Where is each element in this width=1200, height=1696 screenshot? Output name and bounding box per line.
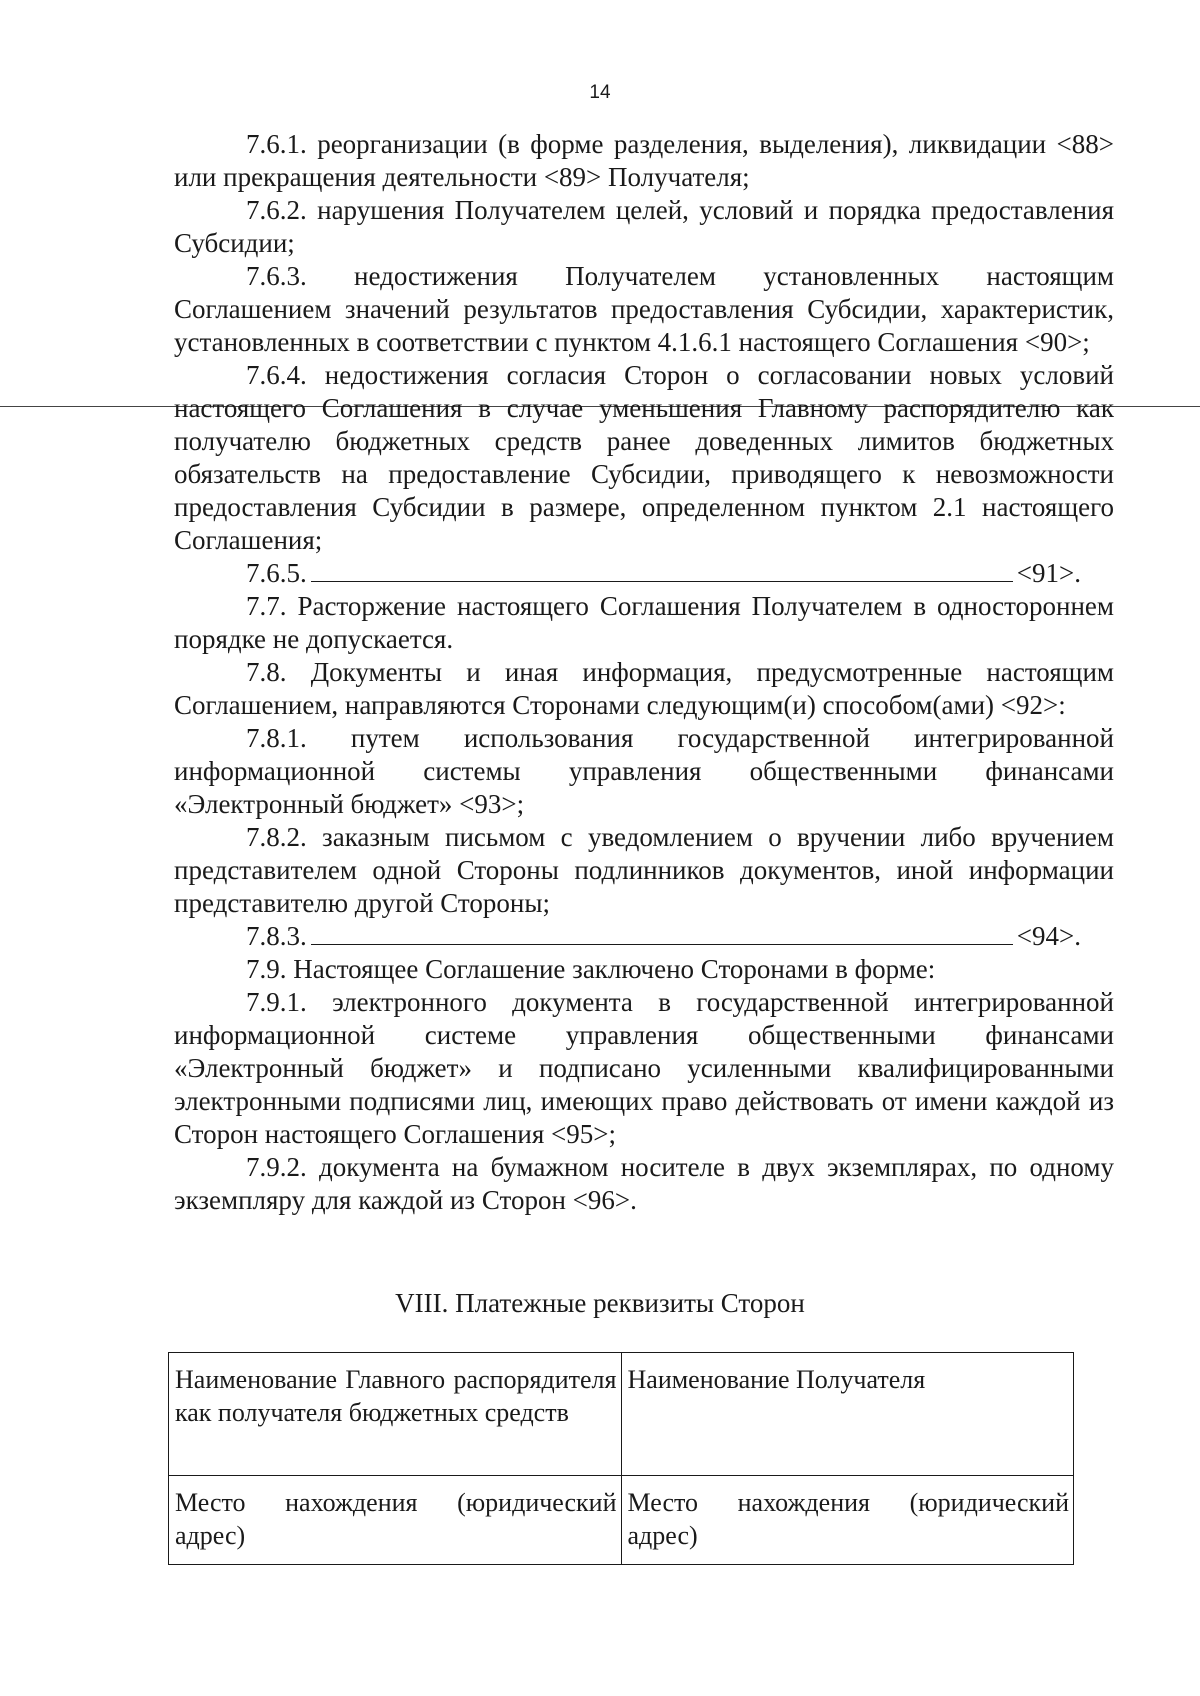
paragraph-7-8 — [174, 656, 1114, 722]
paragraph-7-6-3 — [174, 260, 1114, 359]
page-number: 14 — [589, 82, 611, 103]
table-row — [169, 1353, 1074, 1476]
paragraph-text: нарушения Получателем целей, условий и порядка предоставления Субсидии; — [174, 195, 1115, 258]
paragraph-text: заказным письмом с уведомлением о вручении либо вручением представителем одной Стороны подлинников документов, иной информации представителю другой Стороны; — [174, 822, 1114, 918]
paragraph-number: 7.6.1. — [246, 129, 307, 159]
paragraph-number: 7.6.3. — [246, 261, 307, 291]
table-row — [169, 1476, 1074, 1565]
paragraph-number: 7.7. — [246, 591, 287, 621]
paragraph-number: 7.8.2. — [246, 822, 307, 852]
paragraph-number: 7.6.2. — [246, 195, 307, 225]
paragraph-7-9-2 — [174, 1151, 1114, 1217]
paragraph-text: документа на бумажном носителе в двух экземплярах, по одному экземпляру для каждой из Сторон <96>. — [174, 1152, 1114, 1215]
paragraph-text: путем использования государственной интегрированной информационной системы управления общественными финансами «Электронный бюджет» <93>; — [174, 723, 1114, 819]
paragraph-text: Настоящее Соглашение заключено Сторонами в форме: — [293, 954, 936, 984]
paragraph-7-8-3 — [174, 920, 1114, 953]
paragraph-7-6-2 — [174, 194, 1114, 260]
payment-requisites-table — [168, 1352, 1074, 1565]
paragraph-7-7 — [174, 590, 1114, 656]
paragraph-text: недостижения Получателем установленных настоящим Соглашением значений результатов предоставления Субсидии, характеристик, установленных в соответствии с пунктом 4.1.6.1 настоящего Соглашения <90>; — [174, 261, 1115, 357]
paragraph-text: Расторжение настоящего Соглашения Получателем в одностороннем порядке не допускается. — [174, 591, 1115, 654]
table-cell-main-manager-name: Наименование Главного распорядителя как получателя бюджетных средств — [169, 1353, 622, 1476]
document-body — [174, 128, 1114, 1217]
table-cell-recipient-name: Наименование Получателя — [621, 1353, 1074, 1476]
paragraph-7-6-4 — [174, 359, 1114, 557]
table-cell-main-manager-address: Место нахождения (юридический адрес) — [169, 1476, 622, 1565]
paragraph-text: Документы и иная информация, предусмотренные настоящим Соглашением, направляются Сторонами следующим(и) способом(ами) <92>: — [174, 657, 1114, 720]
paragraph-text: <94>. — [1016, 921, 1081, 951]
paragraph-text: недостижения согласия Сторон о согласовании новых условий настоящего Соглашения в случае уменьшения Главному распорядителю как получателю бюджетных средств ранее доведенных лимитов бюджетных обязательств на предоставление Субсидии, приводящего к невозможности предоставления Субсидии в размере, определенном пунктом 2.1 настоящего Соглашения; — [174, 360, 1114, 555]
paragraph-number: 7.9.1. — [246, 987, 307, 1017]
paragraph-7-9-1 — [174, 986, 1114, 1151]
paragraph-number: 7.8. — [246, 657, 287, 687]
paragraph-7-8-1 — [174, 722, 1114, 821]
fill-in-blank-line — [311, 559, 1013, 582]
paragraph-number: 7.8.3. — [246, 921, 307, 951]
paragraph-text: электронного документа в государственной интегрированной информационной системе управления общественными финансами «Электронный бюджет» и подписано усиленными квалифицированными электронными подписями лиц, имеющих право действовать от имени каждой из Сторон настоящего Соглашения <95>; — [174, 987, 1114, 1149]
paragraph-number: 7.9. — [246, 954, 287, 984]
paragraph-text: <91>. — [1016, 558, 1081, 588]
paragraph-number: 7.6.5. — [246, 558, 307, 588]
section-title: VIII. Платежные реквизиты Сторон — [395, 1288, 805, 1318]
paragraph-number: 7.9.2. — [246, 1152, 307, 1182]
paragraph-7-6-5 — [174, 557, 1114, 590]
table-cell-recipient-address: Место нахождения (юридический адрес) — [621, 1476, 1074, 1565]
paragraph-text: реорганизации (в форме разделения, выделения), ликвидации <88> или прекращения деятельности <89> Получателя; — [174, 129, 1114, 192]
paragraph-7-6-1 — [174, 128, 1114, 194]
paragraph-number: 7.8.1. — [246, 723, 307, 753]
paragraph-7-9 — [174, 953, 1114, 986]
paragraph-7-8-2 — [174, 821, 1114, 920]
paragraph-number: 7.6.4. — [246, 360, 307, 390]
fill-in-blank-line — [311, 922, 1013, 945]
